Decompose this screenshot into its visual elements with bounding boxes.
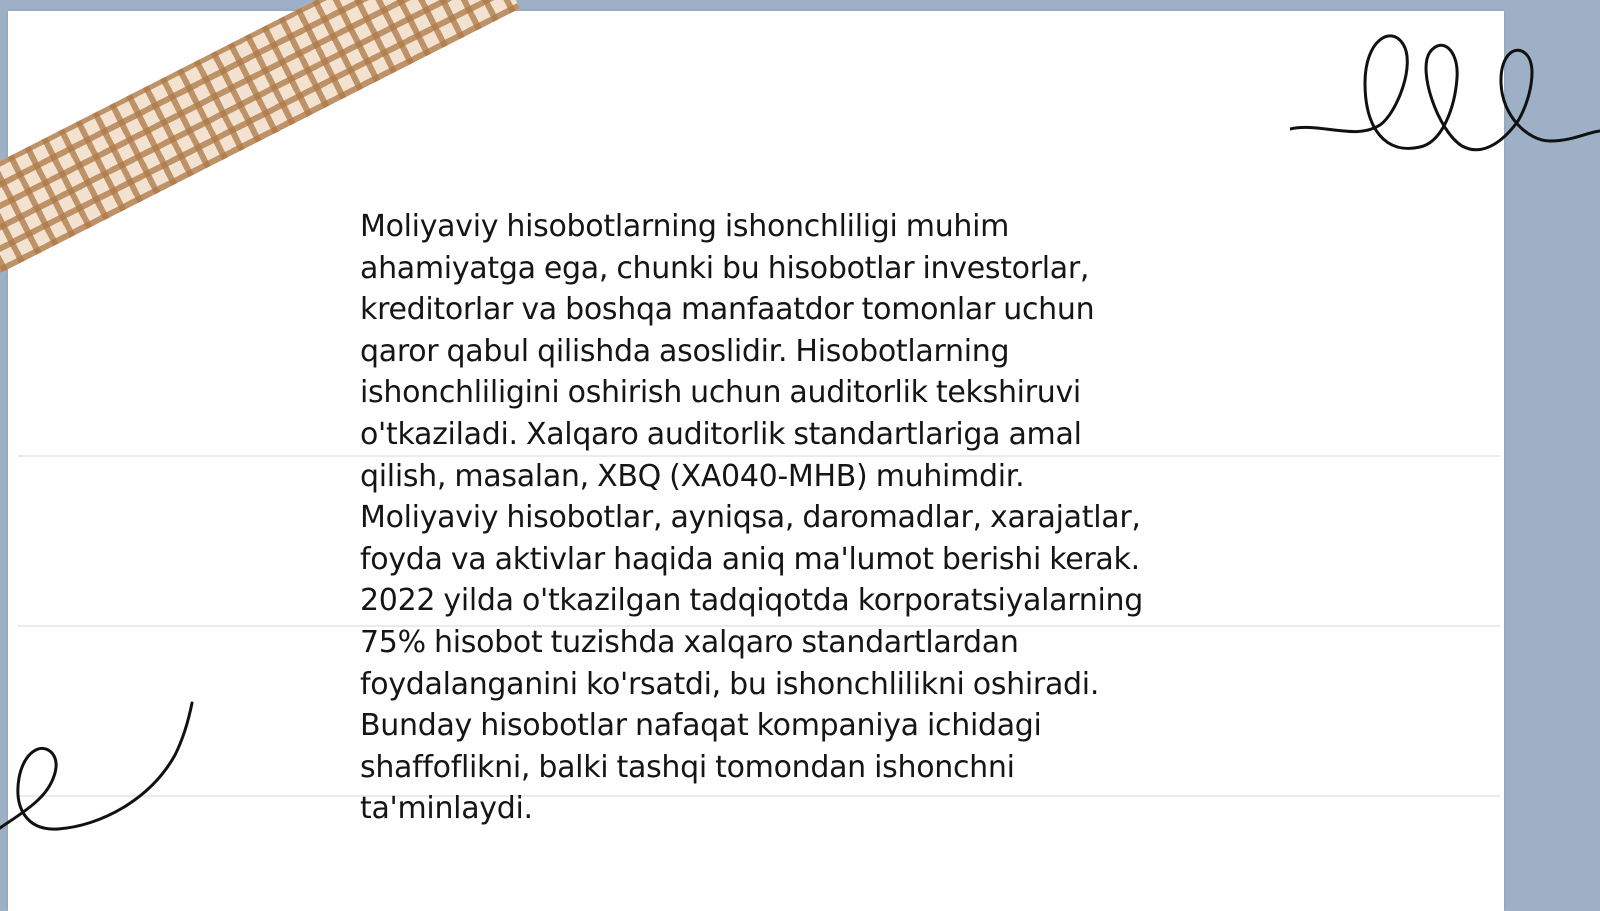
paragraph-line: o'tkaziladi. Xalqaro auditorlik standartlariga amal [360, 416, 1082, 452]
paragraph-line: foydalanganini ko'rsatdi, bu ishonchlilikni oshiradi. [360, 666, 1100, 702]
paragraph-line: ishonchliligini oshirish uchun auditorlik tekshiruvi [360, 375, 1081, 411]
paragraph-line: 2022 yilda o'tkazilgan tadqiqotda korporatsiyalarning [360, 583, 1143, 619]
body-paragraph [360, 206, 1260, 830]
paragraph-line: Moliyaviy hisobotlarning ishonchliligi muhim [360, 209, 1010, 244]
paragraph-line: ta'minlaydi. [360, 791, 533, 827]
paragraph-line: ahamiyatga ega, chunki bu hisobotlar investorlar, [360, 250, 1090, 286]
paragraph-line: foyda va aktivlar haqida aniq ma'lumot berishi kerak. [360, 541, 1140, 577]
paragraph-line: 75% hisobot tuzishda xalqaro standartlardan [360, 624, 1019, 660]
paragraph-line: Bunday hisobotlar nafaqat kompaniya ichidagi [360, 708, 1042, 744]
loop-squiggle-icon [1290, 28, 1600, 168]
loop-squiggle-icon [0, 695, 200, 855]
paragraph-line: shaffoflikni, balki tashqi tomondan ishonchni [360, 749, 1015, 785]
paragraph-line: kreditorlar va boshqa manfaatdor tomonlar uchun [360, 292, 1095, 328]
paragraph-line: Moliyaviy hisobotlar, ayniqsa, daromadlar, xarajatlar, [360, 500, 1141, 536]
paragraph-line: qilish, masalan, XBQ (XA040-MHB) muhimdir. [360, 458, 1025, 494]
paragraph-line: qaror qabul qilishda asoslidir. Hisobotlarning [360, 333, 1010, 369]
